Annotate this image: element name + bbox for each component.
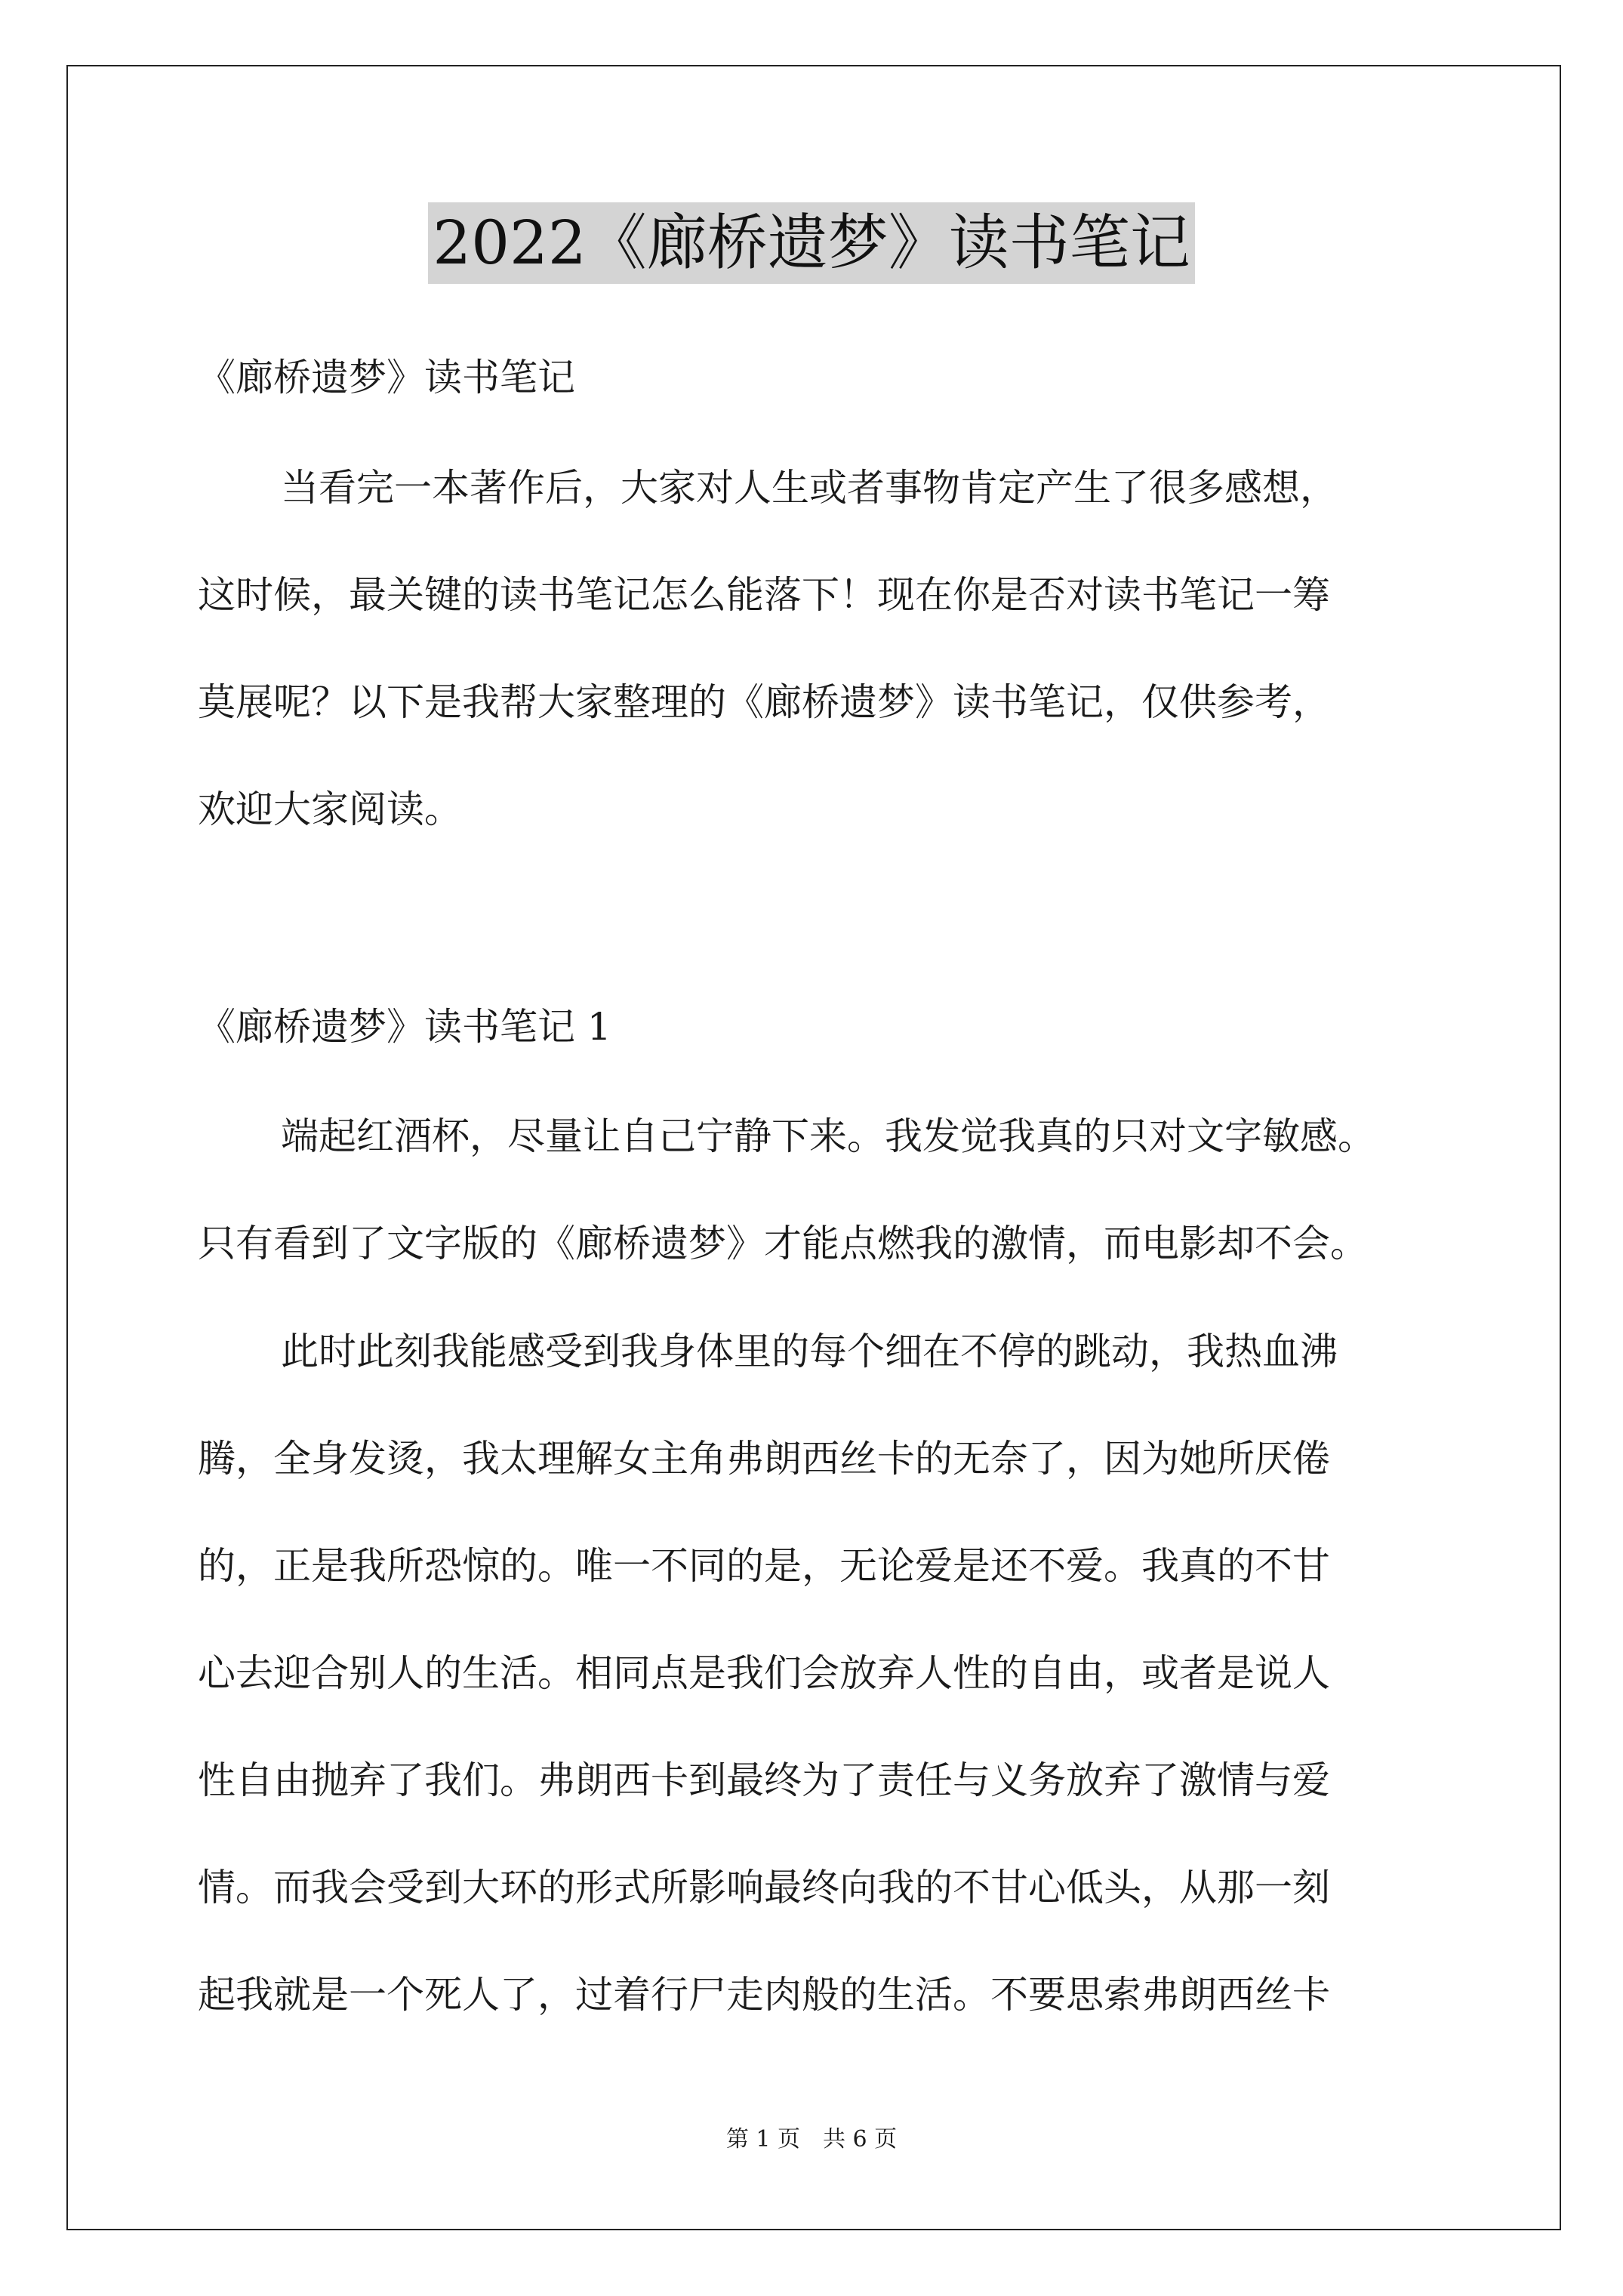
paragraph-line[interactable]: 心去迎合别人的生活。相同点是我们会放弃人性的自由，或者是说人 <box>198 1651 1330 1695</box>
intro-line[interactable]: 这时候，最关键的读书笔记怎么能落下！现在你是否对读书笔记一筹 <box>198 573 1330 617</box>
paragraph-line[interactable]: 情。而我会受到大环的形式所影响最终向我的不甘心低头，从那一刻 <box>198 1866 1330 1909</box>
paragraph-line[interactable]: 此时此刻我能感受到我身体里的每个细在不停的跳动，我热血沸 <box>281 1330 1338 1373</box>
intro-line[interactable]: 当看完一本著作后，大家对人生或者事物肯定产生了很多感想， <box>281 466 1338 510</box>
paragraph-line[interactable]: 端起红酒杯，尽量让自己宁静下来。我发觉我真的只对文字敏感。 <box>281 1114 1375 1158</box>
page-total: 共 6 页 <box>823 2126 898 2153</box>
page-number: 第 1 页 <box>725 2126 800 2153</box>
intro-line[interactable]: 欢迎大家阅读。 <box>198 787 462 831</box>
paragraph-line[interactable]: 的，正是我所恐惊的。唯一不同的是，无论爱是还不爱。我真的不甘 <box>198 1544 1330 1588</box>
title-container <box>0 202 1623 284</box>
intro-line[interactable]: 莫展呢？以下是我帮大家整理的《廊桥遗梦》读书笔记，仅供参考， <box>198 680 1330 724</box>
paragraph-line[interactable]: 腾，全身发烫，我太理解女主角弗朗西丝卡的无奈了，因为她所厌倦 <box>198 1437 1330 1481</box>
paragraph-line[interactable]: 起我就是一个死人了，过着行尸走肉般的生活。不要思索弗朗西丝卡 <box>198 1973 1330 2017</box>
page-footer <box>0 2125 1623 2155</box>
paragraph-line[interactable]: 只有看到了文字版的《廊桥遗梦》才能点燃我的激情，而电影却不会。 <box>198 1222 1368 1265</box>
paragraph-line[interactable]: 性自由抛弃了我们。弗朗西卡到最终为了责任与义务放弃了激情与爱 <box>198 1758 1330 1802</box>
subtitle[interactable]: 《廊桥遗梦》读书笔记 <box>198 356 575 399</box>
section-heading[interactable]: 《廊桥遗梦》读书笔记 1 <box>198 1005 611 1049</box>
document-title[interactable]: 2022《廊桥遗梦》读书笔记 <box>428 202 1195 284</box>
